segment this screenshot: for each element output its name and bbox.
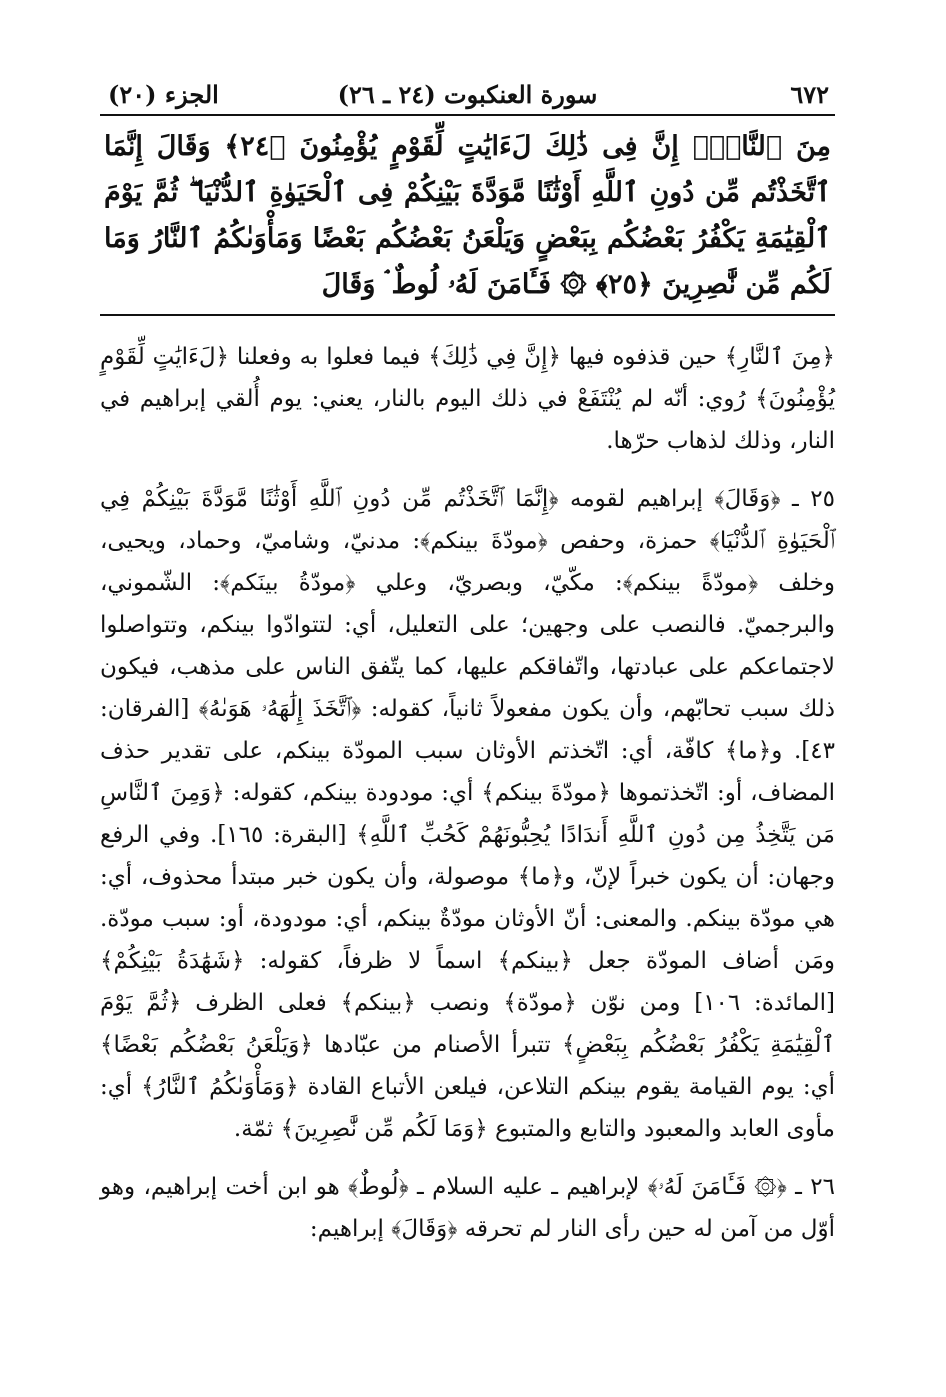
page [100, 70, 835, 1266]
quran-verses: مِنَ ٱلنَّارِۚ إِنَّ فِى ذَٰلِكَ لَءَايَٰتٍ لِّقَوْمٍ يُؤْمِنُونَ ﴿٢٤﴾ وَقَالَ إِنَّمَا ٱتَّخَذْتُم مِّن دُونِ ٱللَّهِ أَوْثَٰنًا مَّوَدَّةَ بَيْنِكُمْ فِى ٱلْحَيَوٰةِ ٱلدُّنْيَا ۖ ثُمَّ يَوْمَ ٱلْقِيَٰمَةِ يَكْفُرُ بَعْضُكُم بِبَعْضٍ وَيَلْعَنُ بَعْضُكُم بَعْضًا وَمَأْوَىٰكُمُ ٱلنَّارُ وَمَا لَكُم مِّن نَّٰصِرِينَ ﴿٢٥﴾ ۞ فَـَٔامَنَ لَهُۥ لُوطٌ ۘ وَقَالَ [104, 131, 831, 300]
surah-title: سورة العنكبوت (٢٤ ـ ٢٦) [337, 80, 598, 109]
commentary-paragraph: ﴿مِنَ ٱلنَّارِ﴾ حين قذفوه فيها ﴿إِنَّ فِي ذَٰلِكَ﴾ فيما فعلوا به وفعلنا ﴿لَءَايَٰتٍ لِّقَوْمٍ يُؤْمِنُونَ﴾ رُوي: أنّه لم يُنْتَفَعْ في ذلك اليوم بالنار، يعني: يوم أُلقي إبراهيم في النار، وذلك لذهاب حرّها. [100, 344, 835, 454]
page-number: ٦٧٢ [790, 80, 829, 109]
commentary-block [100, 336, 835, 1250]
commentary-paragraph: ٢٥ ـ ﴿وَقَالَ﴾ إبراهيم لقومه ﴿إِنَّمَا ٱتَّخَذْتُم مِّن دُونِ ٱللَّهِ أَوْثَٰنًا مَّوَدَّةَ بَيْنِكُمْ فِي ٱلْحَيَوٰةِ ٱلدُّنْيَا﴾ حمزة، وحفص ﴿مودّةَ بينكم﴾: مدنيّ، وشاميّ، وحماد، ويحيى، وخلف ﴿مودّةً بينكم﴾: مكّيّ، وبصريّ، وعلي ﴿مودّةُ بينَكم﴾: الشّموني، والبرجميّ. فالنصب على وجهين؛ على التعليل، أي: لتتوادّوا بينكم، وتتواصلوا لاجتماعكم على عبادتها، واتّفاقكم عليها، كما يتّفق الناس على مذهب، فيكون ذلك سبب تحابّهم، وأن يكون مفعولاً ثانياً، كقوله: ﴿ٱتَّخَذَ إِلَٰهَهُۥ هَوَىٰهُ﴾ [الفرقان: ٤٣]. و﴿ما﴾ كافّة، أي: اتّخذتم الأوثان سبب المودّة بينكم، على تقدير حذف المضاف، أو: اتّخذتموها ﴿مودّةَ بينكم﴾ أي: مودودة بينكم، كقوله: ﴿وَمِنَ ٱلنَّاسِ مَن يَتَّخِذُ مِن دُونِ ٱللَّهِ أَندَادًا يُحِبُّونَهُمْ كَحُبِّ ٱللَّهِ﴾ [البقرة: ١٦٥]. وفي الرفع وجهان: أن يكون خبراً لإنّ، و﴿ما﴾ موصولة، وأن يكون خبر مبتدأ محذوف، أي: هي مودّة بينكم. والمعنى: أنّ الأوثان مودّةٌ بينكم، أي: مودودة، أو: سبب مودّة. ومَن أضاف المودّة جعل ﴿بينكم﴾ اسماً لا ظرفاً، كقوله: ﴿شَهَٰدَةُ بَيْنِكُمْ﴾ [المائدة: ١٠٦] ومن نوّن ﴿مودّة﴾ ونصب ﴿بينكم﴾ فعلى الظرف ﴿ثُمَّ يَوْمَ ٱلْقِيَٰمَةِ يَكْفُرُ بَعْضُكُم بِبَعْضٍ﴾ تتبرأ الأصنام من عبّادها ﴿وَيَلْعَنُ بَعْضُكُم بَعْضًا﴾ أي: يوم القيامة يقوم بينكم التلاعن، فيلعن الأتباع القادة ﴿وَمَأْوَىٰكُمُ ٱلنَّارُ﴾ أي: مأوى العابد والمعبود والتابع والمتبوع ﴿وَمَا لَكُم مِّن نَّٰصِرِينَ﴾ ثمّة. [100, 486, 835, 1142]
commentary-paragraph: ٢٦ ـ ﴿۞ فَـَٔامَنَ لَهُۥ﴾ لإبراهيم ـ عليه السلام ـ ﴿لُوطٌ﴾ هو ابن أخت إبراهيم، وهو أوّل من آمن له حين رأى النار لم تحرقه ﴿وَقَالَ﴾ إبراهيم: [100, 1174, 835, 1242]
quran-divider [100, 314, 835, 316]
page-header [100, 70, 835, 114]
quran-text-block [100, 116, 835, 314]
juz-label: الجزء (٢٠) [108, 80, 219, 109]
